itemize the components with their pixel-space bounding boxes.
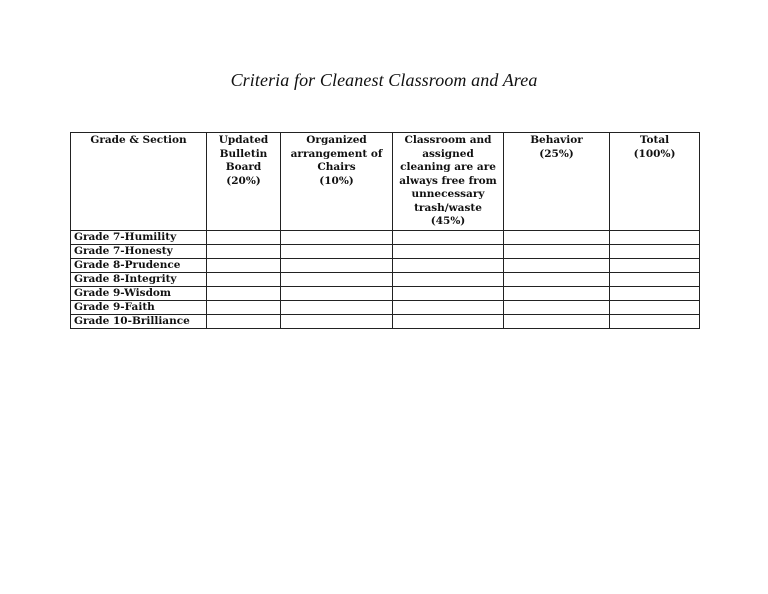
header-bulletin-line-1: Updated: [218, 134, 269, 146]
score-cell: [207, 231, 281, 245]
header-grade-section: [71, 133, 207, 231]
score-cell: [504, 287, 610, 301]
header-total-weight: (100%): [633, 147, 676, 160]
score-cell: [281, 287, 393, 301]
score-cell: [504, 315, 610, 329]
header-chairs-line-2: arrangement of: [290, 147, 383, 160]
score-cell: [504, 259, 610, 273]
header-behavior: [504, 133, 610, 231]
score-cell: [393, 259, 504, 273]
score-cell: [610, 315, 700, 329]
score-cell: [393, 245, 504, 259]
score-cell: [207, 273, 281, 287]
header-row: [71, 133, 700, 231]
score-cell: [504, 245, 610, 259]
header-bulletin-line-2: Bulletin: [219, 147, 268, 160]
header-clean-line-3: cleaning are are: [400, 161, 496, 173]
score-cell: [393, 273, 504, 287]
header-clean-line-6: trash/waste: [414, 201, 482, 214]
score-cell: [610, 273, 700, 287]
header-clean-line-1: Classroom and: [404, 134, 492, 146]
score-cell: [610, 245, 700, 259]
row-label: Grade 10-Brilliance: [71, 315, 207, 329]
table-row: [71, 273, 700, 287]
score-cell: [207, 259, 281, 273]
score-cell: [207, 287, 281, 301]
table-row: [71, 231, 700, 245]
criteria-table: [70, 132, 700, 329]
row-label: Grade 8-Prudence: [71, 259, 207, 273]
header-chairs-line-1: Organized: [306, 134, 367, 146]
score-cell: [610, 301, 700, 315]
score-cell: [504, 301, 610, 315]
header-clean-weight: (45%): [430, 215, 466, 227]
score-cell: [393, 231, 504, 245]
score-cell: [281, 315, 393, 329]
row-label: Grade 7-Humility: [71, 231, 207, 245]
score-cell: [504, 273, 610, 287]
header-clean-line-2: assigned: [422, 147, 474, 160]
header-total-line-1: Total: [639, 134, 670, 146]
table-row: [71, 315, 700, 329]
header-clean-line-4: always free from: [399, 174, 497, 187]
header-grade-section-text: Grade & Section: [90, 134, 187, 146]
header-total: [610, 133, 700, 231]
score-cell: [207, 245, 281, 259]
score-cell: [207, 301, 281, 315]
table-row: [71, 259, 700, 273]
table-row: [71, 287, 700, 301]
table-row: [71, 301, 700, 315]
header-clean-line-5: unnecessary: [411, 188, 485, 200]
row-label: Grade 8-Integrity: [71, 273, 207, 287]
row-label: Grade 9-Faith: [71, 301, 207, 315]
document-title: Criteria for Cleanest Classroom and Area: [230, 70, 538, 90]
score-cell: [393, 315, 504, 329]
header-bulletin-weight: (20%): [226, 174, 261, 187]
table-row: [71, 245, 700, 259]
score-cell: [393, 301, 504, 315]
row-label: Grade 7-Honesty: [71, 245, 207, 259]
score-cell: [281, 273, 393, 287]
score-cell: [281, 231, 393, 245]
score-cell: [610, 259, 700, 273]
score-cell: [207, 315, 281, 329]
header-chairs: [281, 133, 393, 231]
score-cell: [393, 287, 504, 301]
score-cell: [281, 259, 393, 273]
score-cell: [610, 231, 700, 245]
score-cell: [504, 231, 610, 245]
header-chairs-line-3: Chairs: [317, 161, 356, 173]
header-bulletin-line-3: Board: [225, 161, 262, 173]
row-label: Grade 9-Wisdom: [71, 287, 207, 301]
score-cell: [610, 287, 700, 301]
header-bulletin-board: [207, 133, 281, 231]
header-behavior-weight: (25%): [539, 147, 574, 160]
score-cell: [281, 301, 393, 315]
header-cleanliness: [393, 133, 504, 231]
score-cell: [281, 245, 393, 259]
header-chairs-weight: (10%): [319, 174, 354, 187]
header-behavior-line-1: Behavior: [530, 134, 583, 146]
